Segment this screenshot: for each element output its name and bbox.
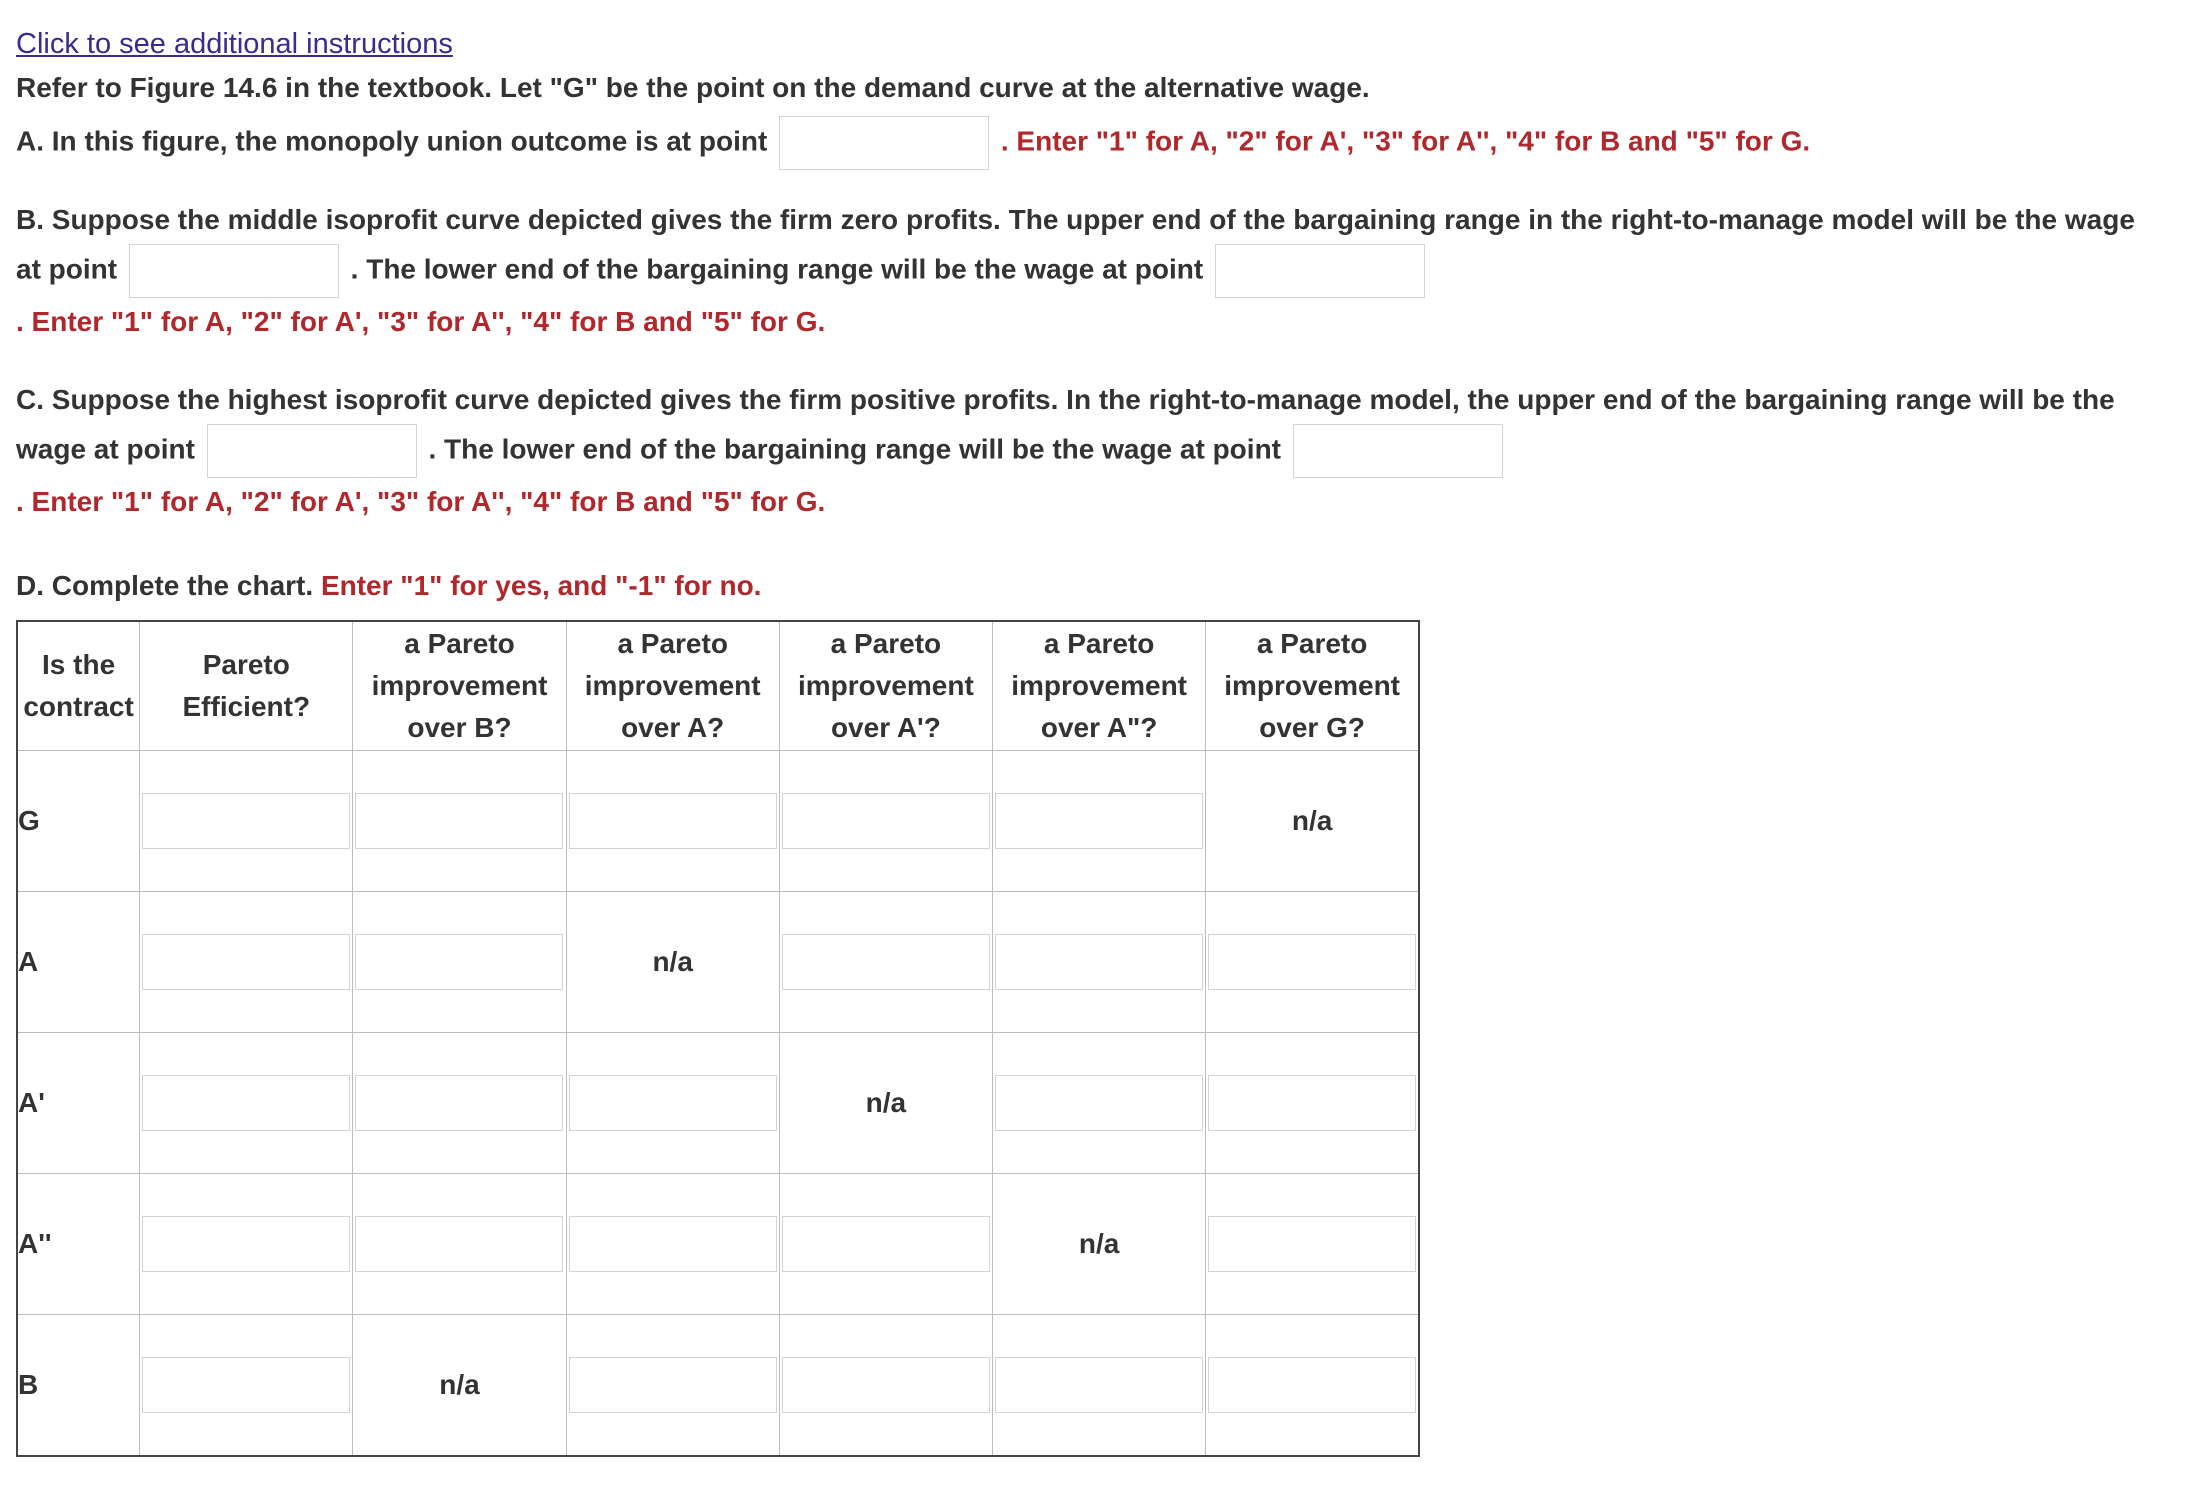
answer-cell	[993, 1033, 1206, 1174]
chart-answer-input[interactable]	[995, 1357, 1203, 1413]
column-header-6	[1206, 621, 1419, 751]
na-text: n/a	[652, 946, 693, 977]
na-cell	[1206, 751, 1419, 892]
part-c-line2	[16, 424, 2196, 478]
answer-cell	[779, 1315, 992, 1457]
answer-cell	[1206, 892, 1419, 1033]
column-header-line: improvement	[1011, 670, 1188, 701]
chart-answer-input[interactable]	[569, 1216, 777, 1272]
chart-answer-input[interactable]	[1208, 1075, 1416, 1131]
answer-cell	[353, 1174, 566, 1315]
chart-answer-input[interactable]	[355, 934, 563, 990]
part-a	[16, 116, 2196, 170]
question-content	[16, 24, 2196, 610]
part-b-line2	[16, 244, 2196, 298]
table-header-row	[17, 621, 1419, 751]
column-header-line: over G?	[1259, 712, 1365, 743]
pareto-chart-table	[16, 620, 1420, 1457]
column-header-line: over A?	[621, 712, 725, 743]
chart-answer-input[interactable]	[142, 793, 350, 849]
column-header-line: over B?	[407, 712, 512, 743]
chart-answer-input[interactable]	[569, 1075, 777, 1131]
answer-cell	[993, 1315, 1206, 1457]
part-b-lower-input[interactable]	[1215, 244, 1425, 298]
part-c	[16, 376, 2196, 526]
table-row	[17, 1174, 1419, 1315]
column-header-line: a Pareto	[830, 628, 942, 659]
column-header-line: improvement	[584, 670, 761, 701]
part-c-upper-input[interactable]	[207, 424, 417, 478]
part-c-text-line1: C. Suppose the highest isoprofit curve depicted gives the firm positive profits. In the right-to-manage model, the upper end of the bargaining range will be the	[16, 384, 2115, 415]
answer-cell	[140, 1315, 353, 1457]
answer-cell	[1206, 1315, 1419, 1457]
answer-cell	[566, 1315, 779, 1457]
column-header-line: Efficient?	[182, 691, 311, 722]
row-label: G	[17, 751, 140, 892]
column-header-line: contract	[23, 691, 134, 722]
intro-text: Refer to Figure 14.6 in the textbook. Let "G" be the point on the demand curve at the alternative wage.	[16, 72, 1370, 103]
part-c-lower-input[interactable]	[1293, 424, 1503, 478]
chart-answer-input[interactable]	[142, 1075, 350, 1131]
table-row	[17, 1033, 1419, 1174]
na-text: n/a	[1291, 805, 1333, 836]
na-cell	[566, 892, 779, 1033]
part-b-text-line3: . The lower end of the bargaining range will be the wage at point	[350, 253, 1204, 285]
chart-answer-input[interactable]	[1208, 934, 1416, 990]
part-b-text-line2: at point	[16, 253, 118, 285]
part-c-text-line2: wage at point	[16, 433, 195, 465]
chart-answer-input[interactable]	[355, 1075, 563, 1131]
part-a-answer-input[interactable]	[779, 116, 989, 170]
part-b-text-line1: B. Suppose the middle isoprofit curve depicted gives the firm zero profits. The upper end of the bargaining range in the right-to-manage model will be the wage	[16, 204, 2135, 235]
column-header-line: improvement	[797, 670, 974, 701]
column-header-0	[17, 621, 140, 751]
na-text: n/a	[439, 1369, 480, 1400]
answer-cell	[1206, 1174, 1419, 1315]
chart-answer-input[interactable]	[569, 1357, 777, 1413]
row-label: A''	[17, 1174, 140, 1315]
chart-answer-input[interactable]	[782, 793, 990, 849]
part-d-hint: Enter "1" for yes, and "-1" for no.	[320, 570, 762, 601]
column-header-line: a Pareto	[1043, 628, 1155, 659]
answer-cell	[140, 1033, 353, 1174]
chart-answer-input[interactable]	[142, 934, 350, 990]
answer-cell	[566, 1033, 779, 1174]
answer-cell	[140, 892, 353, 1033]
answer-cell	[566, 751, 779, 892]
column-header-1	[140, 621, 353, 751]
chart-answer-input[interactable]	[142, 1357, 350, 1413]
part-a-text: A. In this figure, the monopoly union outcome is at point	[16, 125, 768, 157]
chart-answer-input[interactable]	[995, 1075, 1203, 1131]
answer-cell	[353, 1033, 566, 1174]
na-text: n/a	[1078, 1228, 1120, 1259]
column-header-line: a Pareto	[404, 628, 515, 659]
column-header-4	[779, 621, 992, 751]
part-b-hint: . Enter "1" for A, "2" for A', "3" for A'', "4" for B and "5" for G.	[16, 306, 826, 337]
chart-answer-input[interactable]	[782, 934, 990, 990]
answer-cell	[140, 751, 353, 892]
answer-cell	[779, 892, 992, 1033]
chart-answer-input[interactable]	[995, 793, 1203, 849]
answer-cell	[993, 892, 1206, 1033]
answer-cell	[993, 751, 1206, 892]
row-label: B	[17, 1315, 140, 1457]
answer-cell	[779, 751, 992, 892]
na-cell	[779, 1033, 992, 1174]
column-header-line: a Pareto	[617, 628, 728, 659]
column-header-line: improvement	[1224, 670, 1401, 701]
answer-cell	[566, 1174, 779, 1315]
part-d-text: D. Complete the chart.	[16, 570, 314, 601]
additional-instructions-link[interactable]: Click to see additional instructions	[16, 28, 453, 60]
chart-answer-input[interactable]	[569, 793, 777, 849]
table-row	[17, 751, 1419, 892]
na-text: n/a	[865, 1087, 907, 1118]
part-d	[16, 562, 2196, 610]
column-header-line: over A"?	[1040, 712, 1158, 743]
row-label: A'	[17, 1033, 140, 1174]
table-row	[17, 892, 1419, 1033]
answer-cell	[1206, 1033, 1419, 1174]
chart-answer-input[interactable]	[355, 793, 563, 849]
part-c-text-line3: . The lower end of the bargaining range will be the wage at point	[428, 433, 1281, 465]
row-label: A	[17, 892, 140, 1033]
chart-answer-input[interactable]	[355, 1216, 563, 1272]
chart-answer-input[interactable]	[142, 1216, 350, 1272]
column-header-3	[566, 621, 779, 751]
part-b	[16, 196, 2196, 346]
part-b-upper-input[interactable]	[129, 244, 339, 298]
column-header-line: Is the	[42, 649, 116, 680]
answer-cell	[353, 751, 566, 892]
chart-answer-input[interactable]	[782, 1357, 990, 1413]
answer-cell	[779, 1174, 992, 1315]
column-header-5	[993, 621, 1206, 751]
chart-answer-input[interactable]	[995, 934, 1203, 990]
chart-answer-input[interactable]	[782, 1216, 990, 1272]
part-a-hint: . Enter "1" for A, "2" for A', "3" for A'', "4" for B and "5" for G.	[1000, 125, 1811, 157]
answer-cell	[140, 1174, 353, 1315]
na-cell	[353, 1315, 566, 1457]
column-header-2	[353, 621, 566, 751]
column-header-line: over A'?	[830, 712, 941, 743]
column-header-line: improvement	[371, 670, 548, 701]
chart-answer-input[interactable]	[1208, 1357, 1416, 1413]
table-row	[17, 1315, 1419, 1457]
na-cell	[993, 1174, 1206, 1315]
chart-answer-input[interactable]	[1208, 1216, 1416, 1272]
part-c-hint: . Enter "1" for A, "2" for A', "3" for A'', "4" for B and "5" for G.	[16, 486, 826, 517]
column-header-line: Pareto	[202, 649, 290, 680]
answer-cell	[353, 892, 566, 1033]
column-header-line: a Pareto	[1256, 628, 1368, 659]
